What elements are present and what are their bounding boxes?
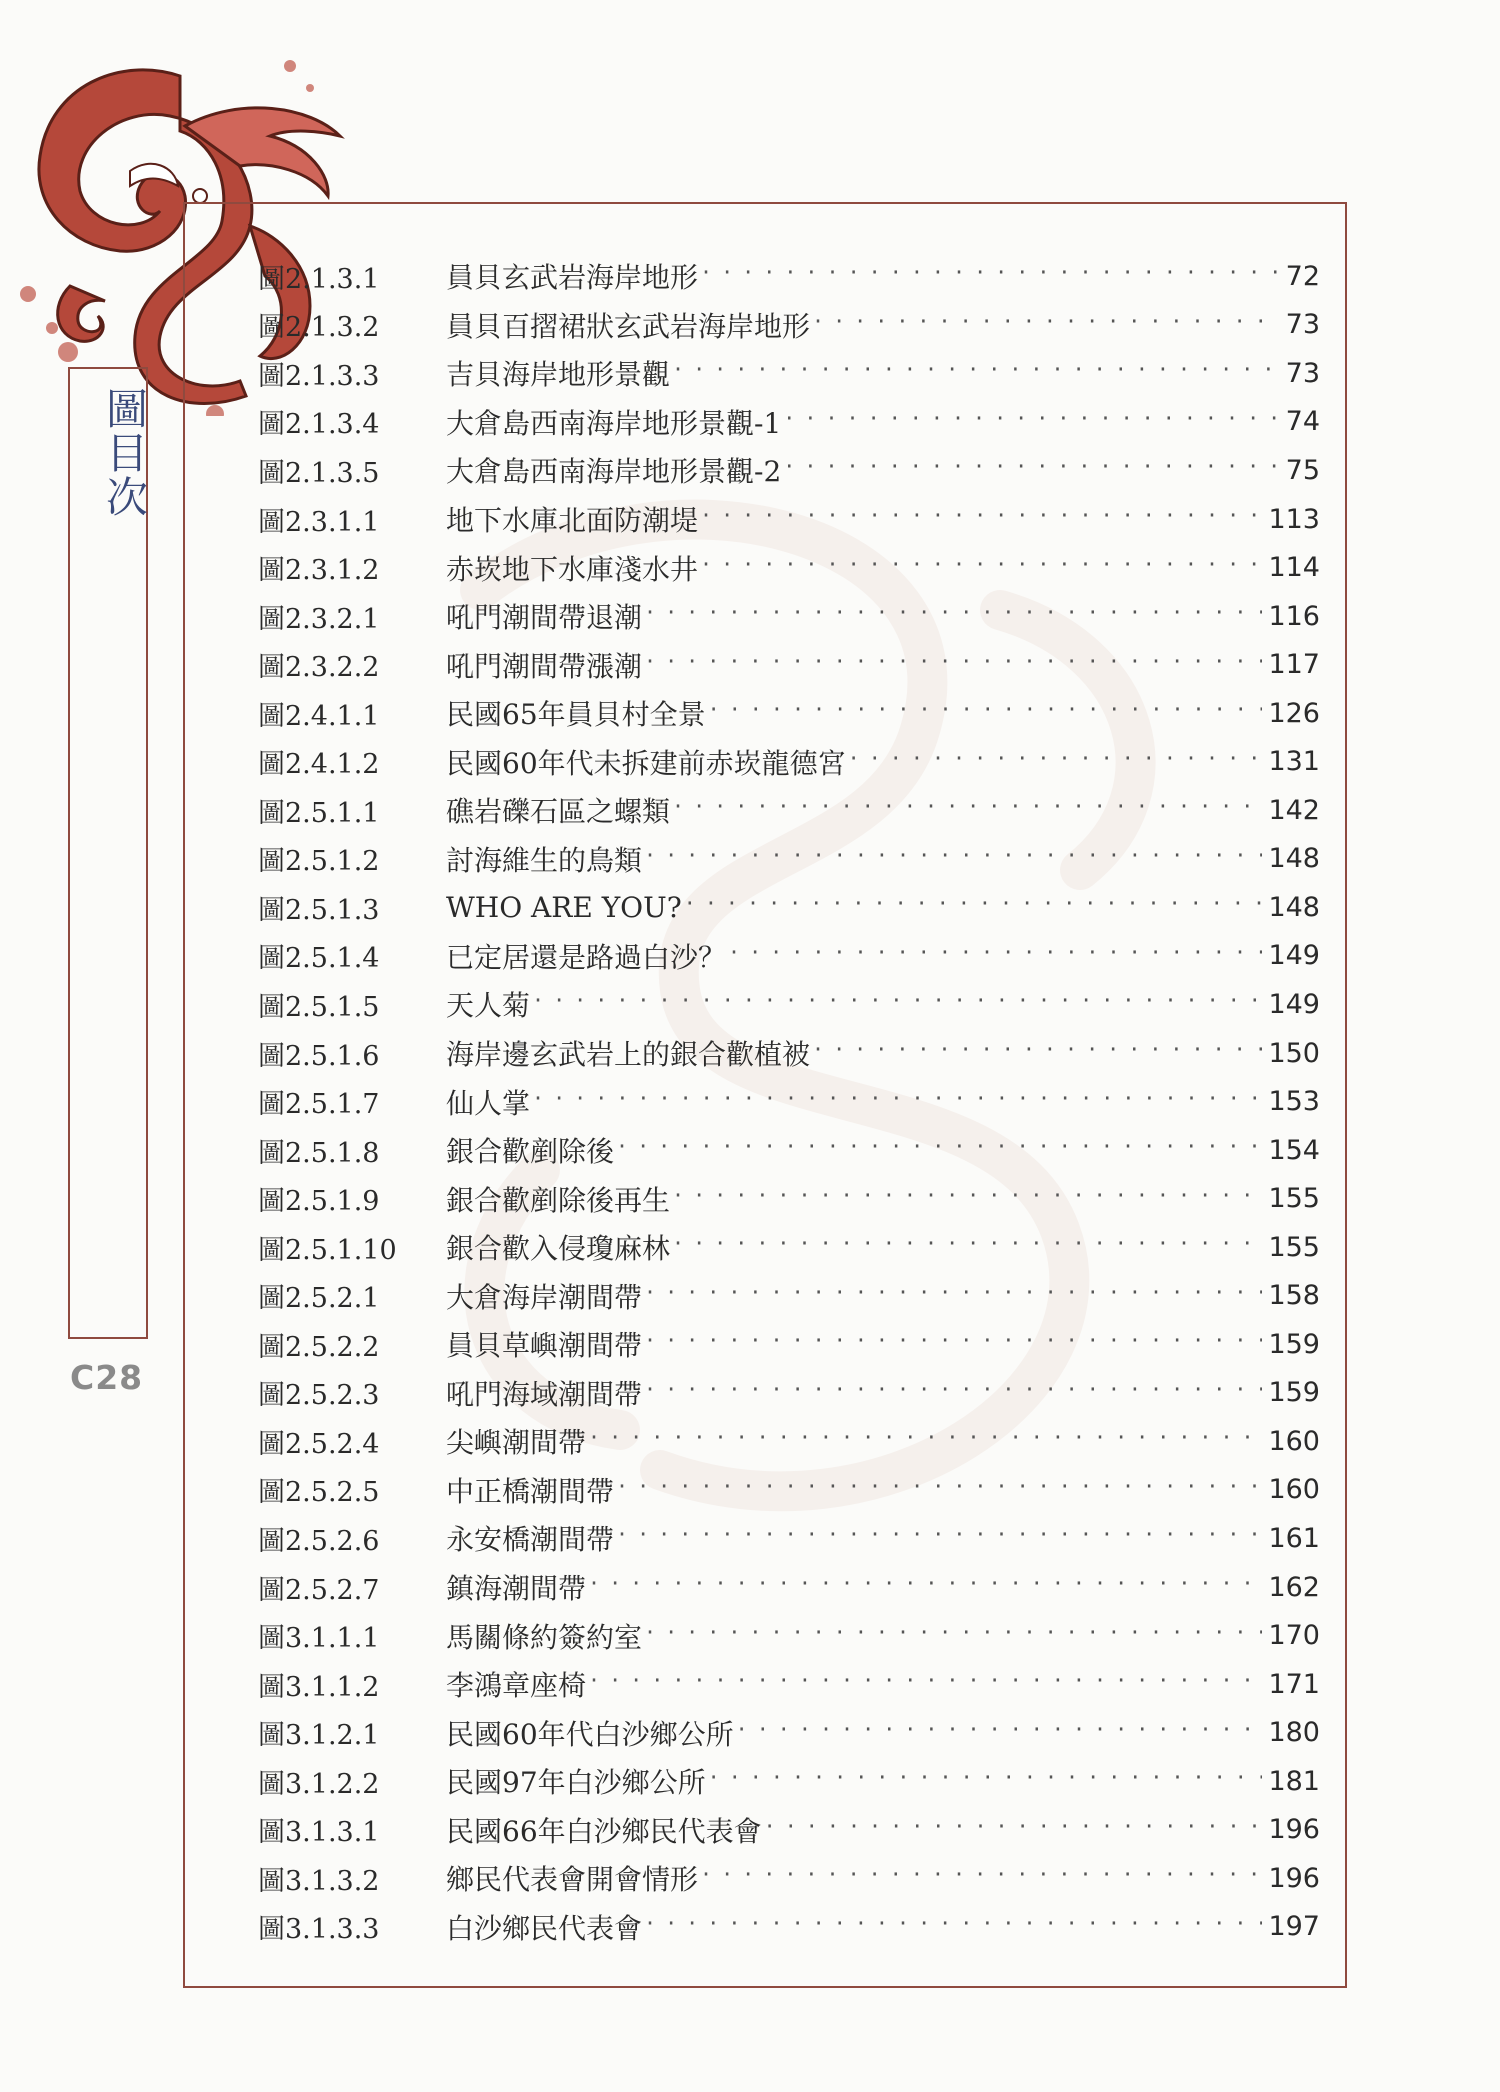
figure-page: 154	[1268, 1134, 1320, 1166]
figure-title: 李鴻章座椅	[446, 1669, 587, 1703]
figure-page: 72	[1285, 260, 1320, 292]
list-item	[258, 446, 1320, 495]
figure-page: 142	[1268, 794, 1320, 826]
dot-leader	[672, 1223, 1262, 1271]
figure-title: 員貝玄武岩海岸地形	[446, 261, 699, 295]
dot-leader	[728, 932, 1262, 980]
dot-leader	[700, 495, 1262, 543]
figure-number: 圖2.5.1.10	[258, 1234, 397, 1266]
list-item	[258, 640, 1320, 689]
list-item	[258, 349, 1320, 398]
figure-title: 民國60年代未拆建前赤崁龍德宮	[446, 746, 846, 780]
figure-title: 銀合歡入侵瓊麻林	[446, 1232, 671, 1266]
figure-number: 圖2.5.1.3	[258, 894, 380, 926]
figure-title: 仙人掌	[446, 1086, 531, 1120]
figure-page: 155	[1268, 1183, 1320, 1215]
figure-title: 銀合歡剷除後再生	[446, 1183, 671, 1217]
list-item	[258, 835, 1320, 884]
figure-title: 大倉島西南海岸地形景觀-1	[446, 406, 782, 440]
figure-page: 181	[1268, 1765, 1320, 1797]
figure-title: 海岸邊玄武岩上的銀合歡植被	[446, 1038, 811, 1072]
figure-page: 73	[1285, 309, 1320, 341]
list-item	[258, 786, 1320, 835]
dot-leader	[700, 544, 1262, 592]
figure-page: 75	[1285, 454, 1320, 486]
figure-page: 73	[1285, 357, 1320, 389]
figure-title: 員貝百摺裙狀玄武岩海岸地形	[446, 309, 811, 343]
figure-title: 地下水庫北面防潮堤	[446, 504, 699, 537]
figure-title: 員貝草嶼潮間帶	[446, 1329, 643, 1363]
figure-title: 吉貝海岸地形景觀	[446, 358, 671, 392]
figure-page: 160	[1268, 1425, 1320, 1457]
figure-page: 170	[1268, 1620, 1320, 1652]
list-item	[258, 1563, 1320, 1612]
figure-title: 馬關條約簽約室	[446, 1620, 643, 1654]
dot-leader	[672, 349, 1280, 397]
figure-number: 圖2.5.1.2	[258, 846, 380, 878]
dot-leader	[684, 883, 1263, 931]
figure-page: 150	[1268, 1037, 1320, 1069]
figure-title: 赤崁地下水庫淺水井	[446, 552, 699, 586]
figure-page: 153	[1268, 1086, 1320, 1118]
figure-title: 民國97年白沙鄉公所	[446, 1766, 706, 1800]
figure-number: 圖2.5.1.6	[258, 1040, 380, 1072]
dot-leader	[736, 1709, 1263, 1757]
figure-page: 196	[1268, 1814, 1320, 1846]
dot-leader	[783, 398, 1279, 446]
dot-leader	[700, 252, 1280, 300]
list-item	[258, 1466, 1320, 1515]
figure-page: 149	[1268, 940, 1320, 972]
dot-leader	[644, 641, 1262, 689]
list-item	[258, 1174, 1320, 1223]
list-item	[258, 592, 1320, 641]
figure-number: 圖2.5.2.4	[258, 1428, 380, 1460]
dot-leader	[812, 1029, 1262, 1077]
list-item	[258, 1223, 1320, 1272]
figure-title: 大倉海岸潮間帶	[446, 1280, 643, 1314]
figure-number: 圖2.5.2.1	[258, 1283, 380, 1315]
dot-leader	[672, 786, 1262, 834]
figure-page: 160	[1268, 1474, 1320, 1506]
figure-number: 圖2.4.1.1	[258, 700, 380, 732]
figure-page: 116	[1268, 600, 1320, 632]
list-item	[258, 1320, 1320, 1369]
figure-number: 圖2.5.1.9	[258, 1186, 380, 1218]
list-item	[258, 1854, 1320, 1903]
list-item	[258, 1077, 1320, 1126]
figure-title: 民國60年代白沙鄉公所	[446, 1717, 734, 1751]
figure-number: 圖2.5.1.5	[258, 991, 380, 1023]
dot-leader	[644, 1272, 1262, 1320]
figure-number: 圖3.1.2.1	[258, 1720, 380, 1752]
dot-leader	[848, 738, 1263, 786]
list-item	[258, 252, 1320, 301]
figure-page: 159	[1268, 1377, 1320, 1409]
figure-number: 圖3.1.1.2	[258, 1671, 380, 1703]
dot-leader	[588, 1417, 1262, 1465]
figure-number: 圖2.3.1.2	[258, 555, 380, 587]
section-title: 圖目次	[100, 387, 149, 519]
dot-leader	[700, 1854, 1262, 1902]
figure-number: 圖2.5.1.4	[258, 943, 380, 975]
figure-page: 171	[1268, 1668, 1320, 1700]
list-item	[258, 1757, 1320, 1806]
list-item	[258, 1514, 1320, 1563]
figure-number: 圖2.5.2.5	[258, 1477, 380, 1509]
figure-list	[258, 252, 1320, 1951]
figure-number: 圖3.1.2.2	[258, 1768, 380, 1800]
list-item	[258, 1660, 1320, 1709]
list-item	[258, 495, 1320, 544]
figure-title: 民國65年員貝村全景	[446, 698, 706, 732]
dot-leader	[644, 592, 1262, 640]
list-item	[258, 1611, 1320, 1660]
figure-number: 圖2.5.2.7	[258, 1574, 380, 1606]
figure-title: 永安橋潮間帶	[446, 1523, 615, 1557]
figure-page: 113	[1268, 503, 1320, 535]
dot-leader	[708, 689, 1263, 737]
figure-number: 圖2.1.3.5	[258, 457, 380, 489]
dot-leader	[588, 1563, 1262, 1611]
figure-title: 吼門潮間帶退潮	[446, 601, 643, 635]
figure-title: 大倉島西南海岸地形景觀-2	[446, 455, 782, 489]
dot-leader	[616, 1466, 1262, 1514]
figure-number: 圖2.3.1.1	[258, 506, 380, 538]
dot-leader	[644, 1612, 1262, 1660]
figure-page: 162	[1268, 1571, 1320, 1603]
figure-page: 126	[1268, 697, 1320, 729]
list-item	[258, 1369, 1320, 1418]
list-item	[258, 1806, 1320, 1855]
figure-number: 圖3.1.3.1	[258, 1817, 380, 1849]
figure-page: 155	[1268, 1231, 1320, 1263]
list-item	[258, 1903, 1320, 1952]
figure-number: 圖3.1.3.2	[258, 1865, 380, 1897]
figure-title: 尖嶼潮間帶	[446, 1426, 587, 1460]
figure-number: 圖2.1.3.2	[258, 312, 380, 344]
figure-title: 銀合歡剷除後	[446, 1135, 615, 1169]
dot-leader	[644, 1903, 1262, 1951]
figure-page: 148	[1268, 891, 1320, 923]
figure-number: 圖2.5.2.6	[258, 1525, 380, 1557]
figure-title: 礁岩礫石區之螺類	[446, 795, 671, 829]
dot-leader	[783, 446, 1279, 494]
dot-leader	[812, 301, 1280, 349]
figure-title: 鄉民代表會開會情形	[446, 1863, 699, 1897]
dot-leader	[764, 1806, 1263, 1854]
figure-title: 中正橋潮間帶	[446, 1474, 615, 1508]
figure-number: 圖2.5.1.7	[258, 1089, 380, 1121]
figure-number: 圖2.5.1.1	[258, 797, 380, 829]
list-item	[258, 689, 1320, 738]
figure-title: 民國66年白沙鄉民代表會	[446, 1814, 762, 1848]
list-item	[258, 932, 1320, 981]
list-item	[258, 543, 1320, 592]
figure-number: 圖3.1.1.1	[258, 1623, 380, 1655]
list-item	[258, 301, 1320, 350]
dot-leader	[588, 1660, 1262, 1708]
list-item	[258, 883, 1320, 932]
figure-page: 114	[1268, 552, 1320, 584]
dot-leader	[644, 1369, 1262, 1417]
figure-number: 圖2.3.2.1	[258, 603, 380, 635]
list-item	[258, 737, 1320, 786]
figure-title: WHO ARE YOU?	[446, 890, 682, 924]
page-number: C28	[70, 1358, 144, 1397]
dot-leader	[616, 1126, 1262, 1174]
figure-page: 158	[1268, 1280, 1320, 1312]
figure-page: 196	[1268, 1862, 1320, 1894]
figure-page: 149	[1268, 988, 1320, 1020]
figure-page: 180	[1268, 1717, 1320, 1749]
dot-leader	[644, 835, 1262, 883]
figure-page: 159	[1268, 1328, 1320, 1360]
dot-leader	[532, 1078, 1262, 1126]
figure-number: 圖2.3.2.2	[258, 652, 380, 684]
list-item	[258, 980, 1320, 1029]
list-item	[258, 1271, 1320, 1320]
figure-number: 圖2.1.3.3	[258, 360, 380, 392]
list-item	[258, 1708, 1320, 1757]
figure-number: 圖2.1.3.4	[258, 409, 380, 441]
figure-number: 圖3.1.3.3	[258, 1914, 380, 1946]
list-item	[258, 1126, 1320, 1175]
figure-title: 天人菊	[446, 989, 531, 1023]
figure-title: 吼門潮間帶漲潮	[446, 649, 643, 683]
dot-leader	[708, 1757, 1263, 1805]
figure-number: 圖2.5.2.3	[258, 1380, 380, 1412]
figure-title: 白沙鄉民代表會	[446, 1911, 643, 1945]
list-item	[258, 398, 1320, 447]
figure-title: 討海維生的鳥類	[446, 843, 643, 877]
dot-leader	[532, 980, 1262, 1028]
figure-number: 圖2.4.1.2	[258, 749, 380, 781]
dot-leader	[616, 1514, 1262, 1562]
section-tab	[68, 367, 148, 1339]
figure-page: 161	[1268, 1522, 1320, 1554]
figure-page: 197	[1268, 1911, 1320, 1943]
figure-page: 131	[1268, 746, 1320, 778]
figure-page: 74	[1285, 406, 1320, 438]
figure-number: 圖2.5.2.2	[258, 1331, 380, 1363]
figure-page: 148	[1268, 843, 1320, 875]
list-item	[258, 1417, 1320, 1466]
figure-title: 吼門海域潮間帶	[446, 1377, 643, 1411]
figure-title: 已定居還是路過白沙？	[446, 940, 727, 974]
list-item	[258, 1029, 1320, 1078]
figure-number: 圖2.1.3.1	[258, 263, 380, 295]
figure-title: 鎮海潮間帶	[446, 1572, 587, 1606]
figure-page: 117	[1268, 649, 1320, 681]
dot-leader	[644, 1320, 1262, 1368]
figure-number: 圖2.5.1.8	[258, 1137, 380, 1169]
dot-leader	[672, 1175, 1262, 1223]
